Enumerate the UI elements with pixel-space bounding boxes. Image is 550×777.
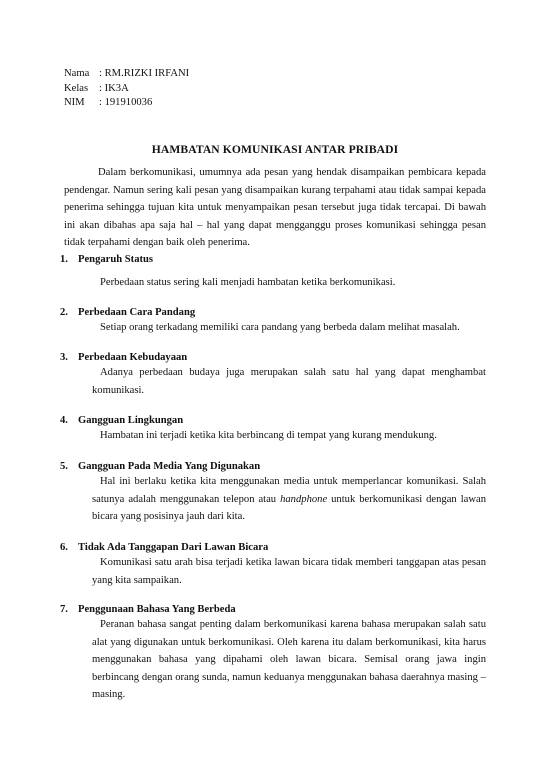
section-body: Perbedaan status sering kali menjadi hambatan ketika berkomunikasi. xyxy=(100,277,396,288)
section-title: Gangguan Pada Media Yang Digunakan xyxy=(78,461,261,472)
section-number: 1. xyxy=(60,254,68,265)
section-number: 2. xyxy=(60,307,68,318)
section-body: Peranan bahasa sangat penting dalam berkomunikasi karena bahasa merupakan salah satu alat yang digunakan untuk berkomunikasi. Oleh karena itu dalam berkomunikasi, kita harus menggunakan bahasa yang dipahami oleh lawan bicara. Semisal orang jawa ingin berbincang dengan orang sunda, namun keduanya menggunakan bahasa daerahnya masing – masing. xyxy=(92,619,486,701)
section-body xyxy=(92,473,486,526)
section-title: Perbedaan Cara Pandang xyxy=(78,307,196,318)
section-title: Gangguan Lingkungan xyxy=(78,415,184,426)
section-number: 3. xyxy=(60,352,68,363)
identity-nim-value: : 191910036 xyxy=(99,97,153,108)
section-title: Perbedaan Kebudayaan xyxy=(78,352,188,363)
document-title: HAMBATAN KOMUNIKASI ANTAR PRIBADI xyxy=(151,143,399,156)
section-number: 4. xyxy=(60,415,68,426)
section-body: Setiap orang terkadang memiliki cara pandang yang berbeda dalam melihat masalah. xyxy=(100,322,460,333)
identity-nim-line xyxy=(64,96,152,110)
section-number: 6. xyxy=(60,542,68,553)
section-body: Hambatan ini terjadi ketika kita berbincang di tempat yang kurang mendukung. xyxy=(100,430,437,441)
identity-name-line xyxy=(64,67,189,81)
section-title: Penggunaan Bahasa Yang Berbeda xyxy=(78,604,236,615)
identity-name-value: : RM.RIZKI IRFANI xyxy=(99,68,190,79)
identity-name-label: Nama xyxy=(64,68,90,79)
intro-text: Dalam berkomunikasi, umumnya ada pesan yang hendak disampaikan pembicara kepada pendengar. Namun sering kali pesan yang disampaikan kurang terpahami atau tidak sampai kepada penerima sehingga tujuan kita untuk menyampaikan pesan tersebut juga tidak tercapai. Di bawah ini akan dibahas apa saja hal – hal yang dapat mengganggu proses komunikasi sehingga pesan tidak terpahami dengan baik oleh penerima. xyxy=(64,167,486,249)
section-body: Adanya perbedaan budaya juga merupakan salah satu hal yang dapat menghambat komunikasi. xyxy=(92,367,486,396)
section-heading xyxy=(60,253,154,267)
identity-nim-label: NIM xyxy=(64,97,85,108)
identity-class-value: : IK3A xyxy=(99,83,129,94)
identity-class-line xyxy=(64,82,129,96)
section-number: 5. xyxy=(60,461,68,472)
section-body-part: untuk berkomunikasi dengan lawan bicara yang posisinya jauh dari kita. xyxy=(92,493,486,523)
section-number: 7. xyxy=(60,604,68,615)
intro-paragraph xyxy=(64,164,486,252)
section-body: Komunikasi satu arah bisa terjadi ketika lawan bicara tidak memberi tanggapan atas pesan yang kita sampaikan. xyxy=(92,557,486,586)
section-body-part: Hal ini berlaku ketika kita menggunakan media untuk memperlancar komunikasi. Salah satunya adalah menggunakan telepon atau xyxy=(92,476,486,505)
section-title: Tidak Ada Tanggapan Dari Lawan Bicara xyxy=(78,542,269,553)
section-title: Pengaruh Status xyxy=(78,254,154,265)
section-body-emphasis: handphone xyxy=(280,493,328,505)
identity-class-label: Kelas xyxy=(64,83,89,94)
